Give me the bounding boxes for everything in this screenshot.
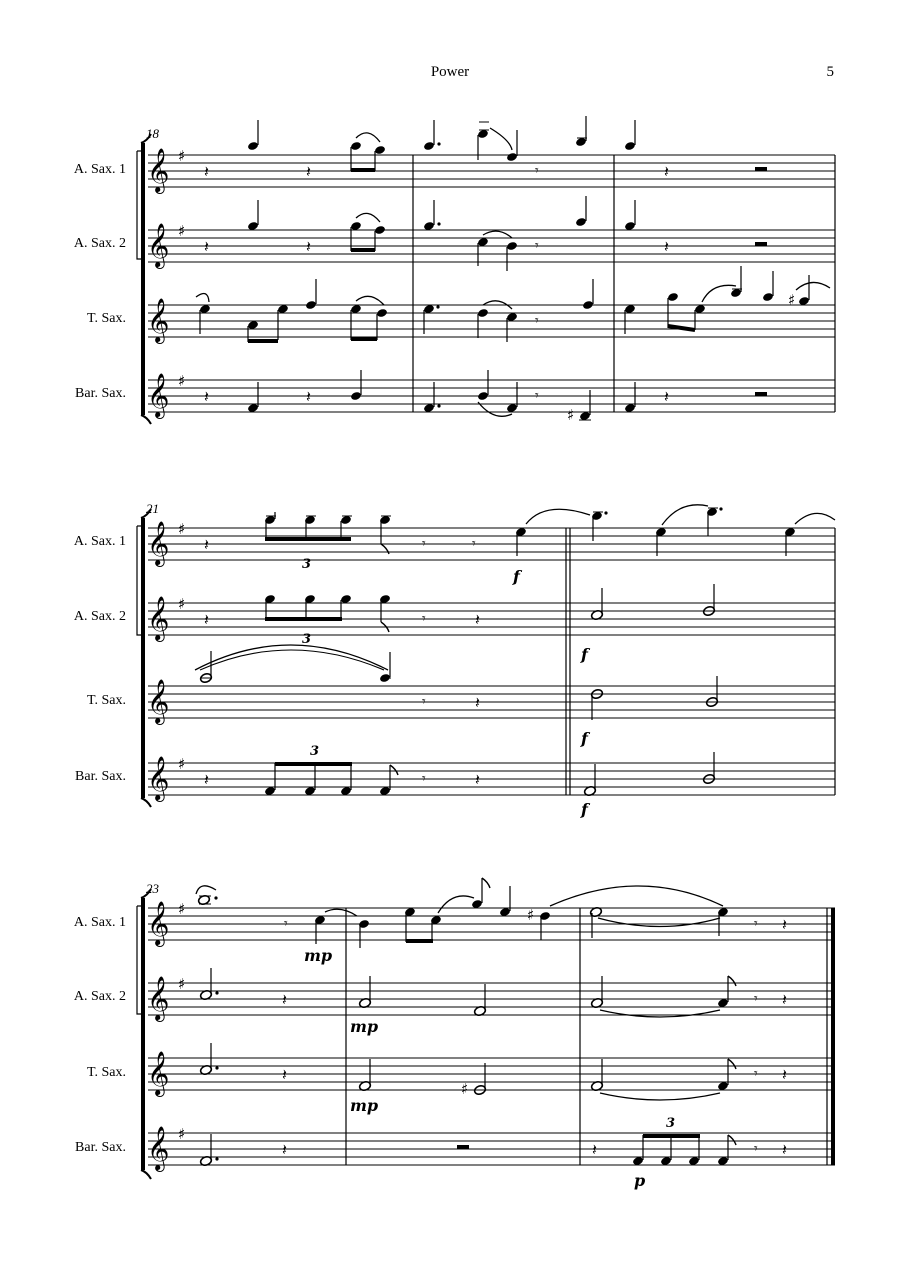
instrument-label: T. Sax. [86, 1065, 126, 1080]
half-rest-icon [755, 392, 767, 396]
quarter-rest-icon: 𝄽 [782, 915, 787, 934]
eighth-rest-icon: 𝄾 [754, 1066, 758, 1082]
treble-clef-icon: 𝄞 [147, 756, 170, 800]
notes-tsax [199, 1043, 787, 1115]
quarter-rest-icon: 𝄽 [306, 387, 311, 406]
instrument-label: Bar. Sax. [75, 1140, 126, 1155]
half-rest-icon [755, 167, 767, 171]
quarter-rest-icon: 𝄽 [282, 1065, 287, 1084]
treble-clef-icon: 𝄞 [147, 596, 170, 640]
dynamic-marking: p [634, 1171, 646, 1190]
staff [148, 305, 835, 337]
notes-asax1-m18 [204, 120, 386, 181]
treble-clef-icon: 𝄞 [147, 1051, 170, 1095]
instrument-label: Bar. Sax. [75, 386, 126, 401]
staff [148, 603, 835, 635]
eighth-rest-icon: 𝄾 [754, 1141, 758, 1157]
treble-clef-icon: 𝄞 [147, 521, 170, 565]
quarter-rest-icon: 𝄽 [204, 237, 209, 256]
instrument-label: A. Sax. 2 [73, 236, 126, 251]
notes-asax1-m22 [591, 505, 835, 556]
system-1 [74, 116, 835, 424]
instrument-label: A. Sax. 1 [73, 162, 126, 177]
treble-clef-icon: 𝄞 [147, 298, 170, 342]
eighth-rest-icon: 𝄾 [422, 611, 426, 627]
notes-barsax [204, 744, 716, 819]
quarter-rest-icon: 𝄽 [204, 535, 209, 554]
eighth-rest-icon: 𝄾 [535, 388, 539, 404]
tuplet-number: 3 [302, 632, 312, 647]
instrument-label: T. Sax. [86, 693, 126, 708]
notes-asax1-m21 [204, 509, 590, 586]
dynamic-marking: mp [350, 1096, 379, 1115]
quarter-rest-icon: 𝄽 [782, 1140, 787, 1159]
staff [148, 763, 835, 795]
key-signature-sharp-icon: ♯ [178, 755, 186, 773]
measure-number: 23 [146, 881, 159, 896]
instrument-label: A. Sax. 1 [73, 534, 126, 549]
dynamic-marking: f [581, 729, 588, 748]
eighth-rest-icon: 𝄾 [472, 536, 476, 552]
quarter-rest-icon: 𝄽 [475, 693, 480, 712]
treble-clef-icon: 𝄞 [147, 1126, 170, 1170]
quarter-rest-icon: 𝄽 [782, 990, 787, 1009]
quarter-rest-icon: 𝄽 [664, 237, 669, 256]
dynamic-marking: f [581, 645, 588, 664]
notes-tsax [196, 266, 830, 343]
tuplet-number: 3 [310, 744, 320, 759]
key-signature-sharp-icon: ♯ [178, 900, 186, 918]
barline [346, 908, 833, 1165]
eighth-rest-icon: 𝄾 [535, 313, 539, 329]
eighth-rest-icon: 𝄾 [754, 916, 758, 932]
eighth-rest-icon: 𝄾 [422, 694, 426, 710]
instrument-label: Bar. Sax. [75, 769, 126, 784]
quarter-rest-icon: 𝄽 [306, 162, 311, 181]
treble-clef-icon: 𝄞 [147, 373, 170, 417]
quarter-rest-icon: 𝄽 [475, 610, 480, 629]
key-signature-sharp-icon: ♯ [178, 372, 186, 390]
eighth-rest-icon: 𝄾 [422, 536, 426, 552]
notes-asax1 [196, 878, 787, 965]
key-signature-sharp-icon: ♯ [178, 520, 186, 538]
notes-barsax [199, 1116, 787, 1190]
page-title: Power [430, 64, 470, 80]
quarter-rest-icon: 𝄽 [664, 387, 669, 406]
treble-clef-icon: 𝄞 [147, 679, 170, 723]
staff [148, 155, 835, 187]
notes-asax1-m20 [624, 120, 767, 181]
dynamic-marking: f [513, 567, 520, 586]
instrument-label: T. Sax. [86, 311, 126, 326]
quarter-rest-icon: 𝄽 [782, 1065, 787, 1084]
key-signature-sharp-icon: ♯ [178, 147, 186, 165]
notes-barsax [204, 370, 767, 424]
sharp-icon: ♯ [527, 906, 535, 924]
system-3 [74, 878, 835, 1190]
staff [148, 230, 835, 262]
measure-number: 18 [146, 126, 159, 141]
quarter-rest-icon: 𝄽 [592, 1140, 597, 1159]
eighth-rest-icon: 𝄾 [535, 163, 539, 179]
quarter-rest-icon: 𝄽 [204, 770, 209, 789]
barline [413, 155, 835, 412]
measure-number: 21 [146, 501, 159, 516]
sharp-icon: ♯ [567, 406, 575, 424]
treble-clef-icon: 𝄞 [147, 901, 170, 945]
staff [148, 686, 835, 718]
treble-clef-icon: 𝄞 [147, 976, 170, 1020]
dynamic-marking: mp [350, 1017, 379, 1036]
instrument-label: A. Sax. 2 [73, 609, 126, 624]
eighth-rest-icon: 𝄾 [535, 238, 539, 254]
tuplet-number: 3 [302, 557, 312, 572]
dynamic-marking: f [581, 800, 588, 819]
staff [148, 528, 835, 560]
half-rest-icon [755, 242, 767, 246]
sharp-icon: ♯ [461, 1080, 469, 1098]
page-number: 5 [826, 64, 834, 80]
instrument-label: A. Sax. 2 [73, 989, 126, 1004]
tuplet-number: 3 [666, 1116, 676, 1131]
quarter-rest-icon: 𝄽 [475, 770, 480, 789]
staff [148, 908, 835, 940]
notes-asax1-m19 [423, 116, 587, 179]
notes-asax2 [199, 968, 787, 1036]
key-signature-sharp-icon: ♯ [178, 595, 186, 613]
staff [148, 983, 835, 1015]
treble-clef-icon: 𝄞 [147, 148, 170, 192]
quarter-rest-icon: 𝄽 [664, 162, 669, 181]
key-signature-sharp-icon: ♯ [178, 222, 186, 240]
system-2 [74, 501, 835, 819]
treble-clef-icon: 𝄞 [147, 223, 170, 267]
quarter-rest-icon: 𝄽 [204, 162, 209, 181]
notes-asax2 [204, 196, 767, 271]
key-signature-sharp-icon: ♯ [178, 975, 186, 993]
quarter-rest-icon: 𝄽 [204, 610, 209, 629]
quarter-rest-icon: 𝄽 [282, 990, 287, 1009]
whole-rest-icon [457, 1145, 469, 1149]
notes-tsax [195, 645, 719, 748]
quarter-rest-icon: 𝄽 [282, 1140, 287, 1159]
eighth-rest-icon: 𝄾 [284, 916, 288, 932]
sharp-icon: ♯ [788, 291, 796, 309]
key-signature-sharp-icon: ♯ [178, 1125, 186, 1143]
dynamic-marking: mp [304, 946, 333, 965]
quarter-rest-icon: 𝄽 [306, 237, 311, 256]
quarter-rest-icon: 𝄽 [204, 387, 209, 406]
notes-asax2 [204, 584, 716, 664]
eighth-rest-icon: 𝄾 [422, 771, 426, 787]
eighth-rest-icon: 𝄾 [754, 991, 758, 1007]
double-barline [566, 528, 835, 795]
instrument-label: A. Sax. 1 [73, 915, 126, 930]
